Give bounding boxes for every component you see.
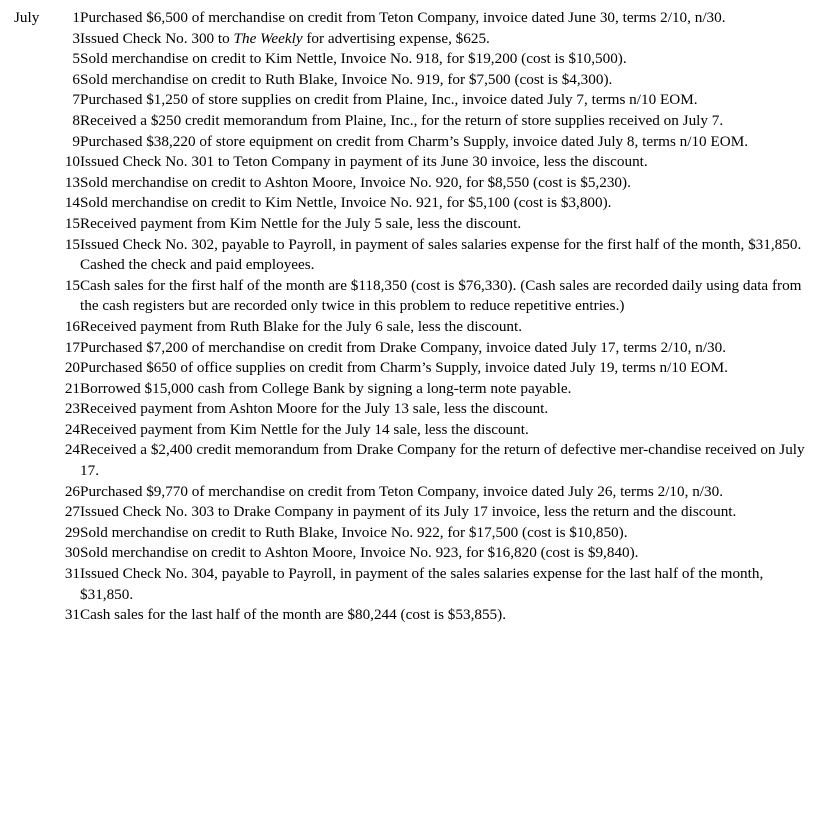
month-label — [14, 29, 58, 50]
entry-description: Issued Check No. 301 to Teton Company in payment of its June 30 invoice, less the discount. — [80, 153, 648, 171]
month-label — [14, 152, 58, 173]
entry-day: 24 — [64, 441, 80, 459]
entry-description: Purchased $6,500 of merchandise on credit from Teton Company, invoice dated June 30, terms 2/10, n/30. — [80, 9, 726, 26]
entry-description: Received payment from Kim Nettle for the July 14 sale, less the discount. — [80, 420, 529, 438]
table-row — [14, 111, 806, 132]
table-row — [14, 564, 806, 605]
month-label — [14, 90, 58, 111]
table-row — [14, 70, 806, 91]
entry-day: 15 — [64, 235, 80, 253]
table-row — [14, 214, 806, 235]
table-row — [14, 543, 806, 564]
entry-day: 31 — [64, 565, 80, 583]
month-label — [14, 564, 58, 605]
month-label — [14, 420, 58, 441]
table-row — [14, 358, 806, 379]
entry-text-before: Issued Check No. 300 to — [80, 29, 234, 47]
table-row — [14, 399, 806, 420]
entry-description: Received payment from Ruth Blake for the July 6 sale, less the discount. — [80, 317, 523, 335]
entry-description: Issued Check No. 303 to Drake Company in payment of its July 17 invoice, less the return and the discount. — [80, 503, 737, 521]
entry-description: Sold merchandise on credit to Kim Nettle, Invoice No. 921, for $5,100 (cost is $3,800). — [80, 194, 612, 212]
entry-description: Received a $250 credit memorandum from Plaine, Inc., for the return of store supplies received on July 7. — [80, 111, 724, 129]
entry-day: 15 — [64, 214, 80, 232]
entry-day: 17 — [64, 338, 80, 356]
entry-day: 3 — [72, 29, 80, 47]
table-row — [14, 502, 806, 523]
entry-day: 10 — [64, 153, 80, 171]
entry-day: 7 — [72, 91, 80, 109]
entry-description: Purchased $9,770 of merchandise on credit from Teton Company, invoice dated July 26, terms 2/10, n/30. — [80, 482, 724, 500]
month-label: July — [14, 9, 40, 26]
entry-day: 8 — [72, 111, 80, 129]
month-label — [14, 523, 58, 544]
entry-day: 6 — [72, 70, 80, 88]
table-row — [14, 482, 806, 503]
entry-description: Cash sales for the first half of the month are $118,350 (cost is $76,330). (Cash sales are recorded daily using data from the cash registers but are recorded only twice in this problem to reduce repetitive entries.) — [80, 276, 802, 315]
entry-day: 20 — [64, 359, 80, 377]
table-row — [14, 276, 806, 317]
entry-description: Borrowed $15,000 cash from College Bank by signing a long-term note payable. — [80, 379, 572, 397]
journal-entries-table — [14, 8, 806, 626]
month-label — [14, 338, 58, 359]
month-label — [14, 543, 58, 564]
entry-day: 21 — [64, 379, 80, 397]
month-label — [14, 111, 58, 132]
entry-description: Received payment from Ashton Moore for the July 13 sale, less the discount. — [80, 400, 549, 418]
entry-day: 31 — [64, 606, 80, 624]
month-label — [14, 173, 58, 194]
table-row — [14, 379, 806, 400]
table-row — [14, 173, 806, 194]
table-row — [14, 152, 806, 173]
month-label — [14, 214, 58, 235]
entry-day: 30 — [64, 544, 80, 562]
month-label — [14, 49, 58, 70]
month-label — [14, 605, 58, 626]
month-label — [14, 317, 58, 338]
table-row — [14, 235, 806, 276]
entry-day: 16 — [64, 317, 80, 335]
table-row — [14, 440, 806, 481]
entry-description: Purchased $38,220 of store equipment on credit from Charm’s Supply, invoice dated July 8, terms n/10 EOM. — [80, 132, 748, 150]
table-row — [14, 420, 806, 441]
month-label — [14, 502, 58, 523]
table-row — [14, 338, 806, 359]
table-row — [14, 605, 806, 626]
entry-day: 13 — [64, 173, 80, 191]
entry-description: Received a $2,400 credit memorandum from Drake Company for the return of defective mer-chandise received on July 17. — [80, 441, 805, 480]
entry-day: 9 — [72, 132, 80, 150]
entry-description: Sold merchandise on credit to Ruth Blake, Invoice No. 922, for $17,500 (cost is $10,850). — [80, 523, 628, 541]
entry-day: 29 — [64, 523, 80, 541]
entry-description — [80, 29, 806, 50]
entry-description: Purchased $1,250 of store supplies on credit from Plaine, Inc., invoice dated July 7, terms n/10 EOM. — [80, 91, 698, 109]
table-row — [14, 193, 806, 214]
entry-text-emphasis: The Weekly — [233, 29, 303, 47]
entry-day: 1 — [72, 9, 80, 26]
table-row — [14, 317, 806, 338]
entry-day: 5 — [72, 50, 80, 68]
month-label — [14, 193, 58, 214]
entry-day: 15 — [64, 276, 80, 294]
month-label — [14, 70, 58, 91]
entry-day: 27 — [64, 503, 80, 521]
month-label — [14, 132, 58, 153]
month-label — [14, 276, 58, 317]
table-row — [14, 132, 806, 153]
entry-description: Purchased $7,200 of merchandise on credit from Drake Company, invoice dated July 17, terms 2/10, n/30. — [80, 338, 727, 356]
entry-day: 26 — [64, 482, 80, 500]
entry-day: 23 — [64, 400, 80, 418]
entry-text-after: for advertising expense, $625. — [302, 29, 490, 47]
entry-day: 14 — [64, 194, 80, 212]
month-label — [14, 358, 58, 379]
month-label — [14, 482, 58, 503]
table-row — [14, 49, 806, 70]
entry-description: Received payment from Kim Nettle for the July 5 sale, less the discount. — [80, 214, 522, 232]
table-row — [14, 8, 806, 29]
month-label — [14, 399, 58, 420]
entry-description: Purchased $650 of office supplies on credit from Charm’s Supply, invoice dated July 19, terms n/10 EOM. — [80, 359, 728, 377]
entry-description: Cash sales for the last half of the month are $80,244 (cost is $53,855). — [80, 606, 507, 624]
month-label — [14, 379, 58, 400]
table-row — [14, 90, 806, 111]
entry-description: Sold merchandise on credit to Ashton Moore, Invoice No. 923, for $16,820 (cost is $9,840). — [80, 544, 639, 562]
table-row — [14, 29, 806, 50]
entry-day: 24 — [64, 420, 80, 438]
entry-description: Sold merchandise on credit to Kim Nettle, Invoice No. 918, for $19,200 (cost is $10,500). — [80, 50, 627, 68]
entry-description: Issued Check No. 302, payable to Payroll, in payment of sales salaries expense for the first half of the month, $31,850. Cashed the check and paid employees. — [80, 235, 802, 274]
entry-description: Issued Check No. 304, payable to Payroll, in payment of the sales salaries expense for the last half of the month, $31,850. — [80, 565, 764, 603]
month-label — [14, 235, 58, 276]
table-row — [14, 523, 806, 544]
entry-description: Sold merchandise on credit to Ruth Blake, Invoice No. 919, for $7,500 (cost is $4,300). — [80, 70, 613, 88]
entry-description: Sold merchandise on credit to Ashton Moore, Invoice No. 920, for $8,550 (cost is $5,230). — [80, 173, 631, 191]
month-label — [14, 440, 58, 481]
